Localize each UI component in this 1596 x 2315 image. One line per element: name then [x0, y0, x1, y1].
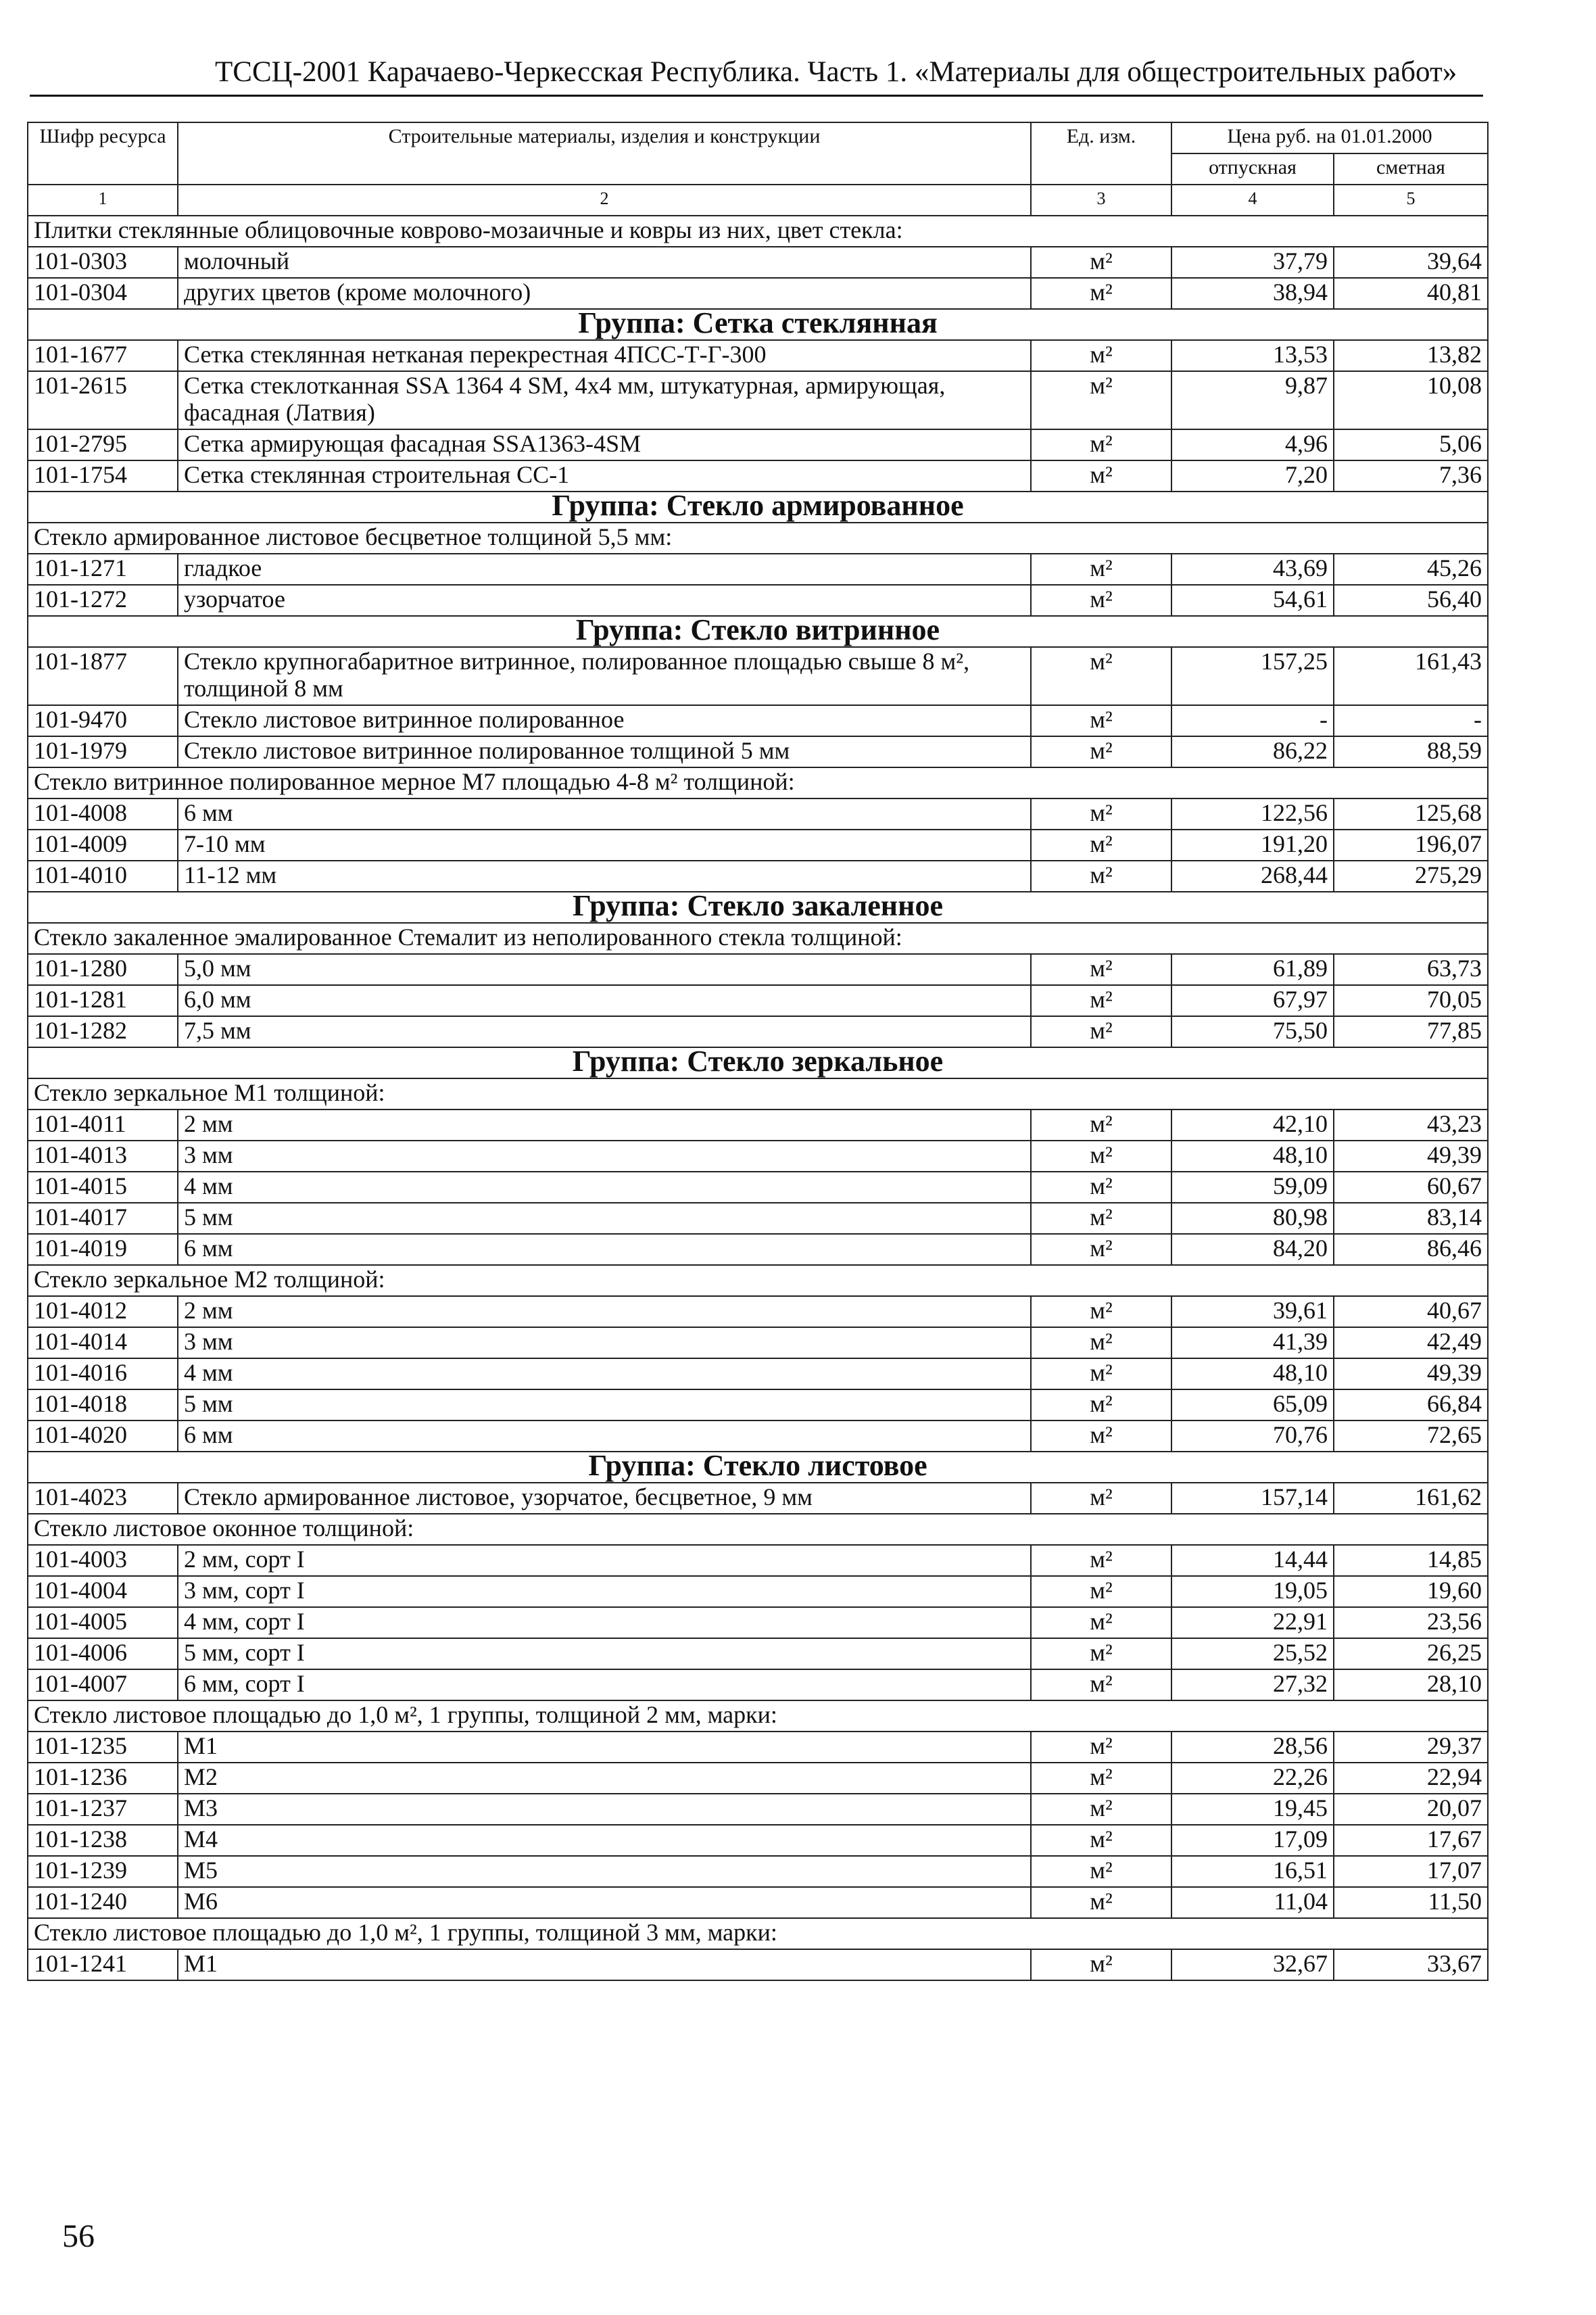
- estimate-price: 39,64: [1334, 247, 1488, 278]
- table-row: [28, 1669, 1488, 1700]
- group-heading: Группа: Стекло закаленное: [28, 892, 1488, 923]
- material-name: Сетка стеклотканная SSA 1364 4 SM, 4х4 мм, штукатурная, армирующая, фасадная (Латвия): [178, 371, 1031, 429]
- material-name: 5 мм: [178, 1203, 1031, 1234]
- table-row: [28, 278, 1488, 309]
- material-name: М2: [178, 1763, 1031, 1794]
- table-row: [28, 1825, 1488, 1856]
- release-price: 43,69: [1171, 554, 1334, 585]
- estimate-price: 88,59: [1334, 736, 1488, 767]
- resource-code: 101-1238: [28, 1825, 178, 1856]
- table-row: [28, 1016, 1488, 1047]
- resource-code: 101-4013: [28, 1141, 178, 1172]
- material-name: М1: [178, 1732, 1031, 1763]
- unit-of-measure: м²: [1031, 1638, 1171, 1669]
- group-heading: Группа: Стекло листовое: [28, 1452, 1488, 1483]
- unit-of-measure: м²: [1031, 1763, 1171, 1794]
- group-heading: Группа: Сетка стеклянная: [28, 309, 1488, 340]
- release-price: 19,05: [1171, 1576, 1334, 1607]
- resource-code: 101-4010: [28, 861, 178, 892]
- unit-of-measure: м²: [1031, 647, 1171, 705]
- material-name: 6 мм: [178, 1421, 1031, 1452]
- material-name: 6 мм: [178, 798, 1031, 830]
- release-price: 38,94: [1171, 278, 1334, 309]
- subheading-text: Стекло листовое площадью до 1,0 м², 1 группы, толщиной 2 мм, марки:: [28, 1700, 1488, 1732]
- release-price: 59,09: [1171, 1172, 1334, 1203]
- unit-of-measure: м²: [1031, 554, 1171, 585]
- resource-code: 101-1281: [28, 985, 178, 1016]
- unit-of-measure: м²: [1031, 429, 1171, 460]
- table-row: [28, 460, 1488, 492]
- table-row: [28, 1296, 1488, 1327]
- estimate-price: 14,85: [1334, 1545, 1488, 1576]
- table-row: [28, 1203, 1488, 1234]
- subheading-text: Стекло листовое площадью до 1,0 м², 1 группы, толщиной 3 мм, марки:: [28, 1918, 1488, 1949]
- subheading-row: [28, 767, 1488, 798]
- unit-of-measure: м²: [1031, 585, 1171, 616]
- table-row: [28, 830, 1488, 861]
- unit-of-measure: м²: [1031, 705, 1171, 736]
- unit-of-measure: м²: [1031, 1296, 1171, 1327]
- table-row: [28, 1638, 1488, 1669]
- resource-code: 101-1240: [28, 1887, 178, 1918]
- resource-code: 101-1271: [28, 554, 178, 585]
- table-row: [28, 736, 1488, 767]
- subheading-text: Плитки стеклянные облицовочные коврово-мозаичные и ковры из них, цвет стекла:: [28, 216, 1488, 247]
- estimate-price: 40,67: [1334, 1296, 1488, 1327]
- table-row: [28, 340, 1488, 371]
- unit-of-measure: м²: [1031, 247, 1171, 278]
- material-name: 3 мм, сорт I: [178, 1576, 1031, 1607]
- unit-of-measure: м²: [1031, 861, 1171, 892]
- estimate-price: 66,84: [1334, 1389, 1488, 1421]
- material-name: 7,5 мм: [178, 1016, 1031, 1047]
- release-price: 13,53: [1171, 340, 1334, 371]
- estimate-price: 196,07: [1334, 830, 1488, 861]
- table-row: [28, 1732, 1488, 1763]
- table-row: [28, 1794, 1488, 1825]
- resource-code: 101-4006: [28, 1638, 178, 1669]
- material-name: Стекло крупногабаритное витринное, полированное площадью свыше 8 м², толщиной 8 мм: [178, 647, 1031, 705]
- header-rule: [30, 95, 1483, 97]
- table-row: [28, 429, 1488, 460]
- resource-code: 101-1979: [28, 736, 178, 767]
- column-header-price-group: Цена руб. на 01.01.2000: [1171, 122, 1488, 153]
- resource-code: 101-4020: [28, 1421, 178, 1452]
- resource-code: 101-4007: [28, 1669, 178, 1700]
- table-row: [28, 247, 1488, 278]
- table-row: [28, 954, 1488, 985]
- release-price: 48,10: [1171, 1141, 1334, 1172]
- material-name: 6 мм: [178, 1234, 1031, 1265]
- resource-code: 101-1237: [28, 1794, 178, 1825]
- material-name: Сетка стеклянная строительная СС-1: [178, 460, 1031, 492]
- material-name: М5: [178, 1856, 1031, 1887]
- table-row: [28, 1545, 1488, 1576]
- column-number-5: 5: [1334, 185, 1488, 216]
- estimate-price: 22,94: [1334, 1763, 1488, 1794]
- material-name: 2 мм, сорт I: [178, 1545, 1031, 1576]
- estimate-price: 26,25: [1334, 1638, 1488, 1669]
- column-header-release-price: отпускная: [1171, 153, 1334, 185]
- estimate-price: 70,05: [1334, 985, 1488, 1016]
- release-price: 17,09: [1171, 1825, 1334, 1856]
- material-name: 2 мм: [178, 1296, 1031, 1327]
- resource-code: 101-4018: [28, 1389, 178, 1421]
- release-price: 16,51: [1171, 1856, 1334, 1887]
- resource-code: 101-4012: [28, 1296, 178, 1327]
- resource-code: 101-4023: [28, 1483, 178, 1514]
- release-price: 4,96: [1171, 429, 1334, 460]
- table-row: [28, 985, 1488, 1016]
- material-name: Стекло армированное листовое, узорчатое, бесцветное, 9 мм: [178, 1483, 1031, 1514]
- resource-code: 101-1677: [28, 340, 178, 371]
- table-row: [28, 1763, 1488, 1794]
- release-price: 67,97: [1171, 985, 1334, 1016]
- subheading-text: Стекло зеркальное М1 толщиной:: [28, 1078, 1488, 1109]
- table-row: [28, 861, 1488, 892]
- material-name: Сетка армирующая фасадная SSA1363-4SM: [178, 429, 1031, 460]
- group-heading: Группа: Стекло зеркальное: [28, 1047, 1488, 1078]
- group-heading: Группа: Стекло армированное: [28, 492, 1488, 523]
- unit-of-measure: м²: [1031, 1607, 1171, 1638]
- unit-of-measure: м²: [1031, 1421, 1171, 1452]
- column-header-estimate-price: сметная: [1334, 153, 1488, 185]
- material-name: 2 мм: [178, 1109, 1031, 1141]
- column-header-unit: Ед. изм.: [1031, 122, 1171, 185]
- table-row: [28, 554, 1488, 585]
- subheading-text: Стекло витринное полированное мерное М7 площадью 4-8 м² толщиной:: [28, 767, 1488, 798]
- estimate-price: 275,29: [1334, 861, 1488, 892]
- release-price: 268,44: [1171, 861, 1334, 892]
- resource-code: 101-0303: [28, 247, 178, 278]
- table-row: [28, 1856, 1488, 1887]
- material-name: других цветов (кроме молочного): [178, 278, 1031, 309]
- resource-code: 101-9470: [28, 705, 178, 736]
- table-header: [28, 122, 1488, 216]
- unit-of-measure: м²: [1031, 1358, 1171, 1389]
- subheading-text: Стекло зеркальное М2 толщиной:: [28, 1265, 1488, 1296]
- table-row: [28, 1483, 1488, 1514]
- unit-of-measure: м²: [1031, 1234, 1171, 1265]
- release-price: 84,20: [1171, 1234, 1334, 1265]
- column-header-code: Шифр ресурса: [28, 122, 178, 185]
- subheading-text: Стекло закаленное эмалированное Стемалит из неполированного стекла толщиной:: [28, 923, 1488, 954]
- unit-of-measure: м²: [1031, 1327, 1171, 1358]
- resource-code: 101-4019: [28, 1234, 178, 1265]
- estimate-price: 5,06: [1334, 429, 1488, 460]
- resource-code: 101-1241: [28, 1949, 178, 1980]
- subheading-text: Стекло армированное листовое бесцветное толщиной 5,5 мм:: [28, 523, 1488, 554]
- estimate-price: 63,73: [1334, 954, 1488, 985]
- resource-code: 101-1754: [28, 460, 178, 492]
- table-row: [28, 1109, 1488, 1141]
- table-row: [28, 798, 1488, 830]
- release-price: 86,22: [1171, 736, 1334, 767]
- material-name: узорчатое: [178, 585, 1031, 616]
- release-price: 28,56: [1171, 1732, 1334, 1763]
- group-row: [28, 892, 1488, 923]
- unit-of-measure: м²: [1031, 1732, 1171, 1763]
- page-number: 56: [62, 2218, 95, 2254]
- table-row: [28, 1887, 1488, 1918]
- material-name: 5,0 мм: [178, 954, 1031, 985]
- resource-code: 101-1282: [28, 1016, 178, 1047]
- estimate-price: 40,81: [1334, 278, 1488, 309]
- estimate-price: 60,67: [1334, 1172, 1488, 1203]
- material-name: М6: [178, 1887, 1031, 1918]
- estimate-price: 77,85: [1334, 1016, 1488, 1047]
- material-name: М4: [178, 1825, 1031, 1856]
- subheading-row: [28, 1078, 1488, 1109]
- table-row: [28, 1949, 1488, 1980]
- release-price: 80,98: [1171, 1203, 1334, 1234]
- estimate-price: 19,60: [1334, 1576, 1488, 1607]
- estimate-price: 42,49: [1334, 1327, 1488, 1358]
- resource-code: 101-4017: [28, 1203, 178, 1234]
- unit-of-measure: м²: [1031, 1794, 1171, 1825]
- release-price: 61,89: [1171, 954, 1334, 985]
- group-row: [28, 1452, 1488, 1483]
- unit-of-measure: м²: [1031, 1669, 1171, 1700]
- release-price: 122,56: [1171, 798, 1334, 830]
- resource-code: 101-0304: [28, 278, 178, 309]
- table-row: [28, 585, 1488, 616]
- material-name: молочный: [178, 247, 1031, 278]
- estimate-price: 13,82: [1334, 340, 1488, 371]
- resource-code: 101-4003: [28, 1545, 178, 1576]
- estimate-price: 10,08: [1334, 371, 1488, 429]
- estimate-price: 83,14: [1334, 1203, 1488, 1234]
- release-price: 157,25: [1171, 647, 1334, 705]
- release-price: 39,61: [1171, 1296, 1334, 1327]
- material-name: 5 мм: [178, 1389, 1031, 1421]
- material-name: 6 мм, сорт I: [178, 1669, 1031, 1700]
- table-row: [28, 1389, 1488, 1421]
- unit-of-measure: м²: [1031, 830, 1171, 861]
- column-number-4: 4: [1171, 185, 1334, 216]
- table-row: [28, 1358, 1488, 1389]
- resource-code: 101-4008: [28, 798, 178, 830]
- release-price: 14,44: [1171, 1545, 1334, 1576]
- material-name: 4 мм: [178, 1172, 1031, 1203]
- estimate-price: 56,40: [1334, 585, 1488, 616]
- subheading-row: [28, 923, 1488, 954]
- release-price: 65,09: [1171, 1389, 1334, 1421]
- unit-of-measure: м²: [1031, 1949, 1171, 1980]
- table-body: [28, 216, 1488, 1980]
- column-number-2: 2: [178, 185, 1031, 216]
- estimate-price: 161,43: [1334, 647, 1488, 705]
- resource-code: 101-2795: [28, 429, 178, 460]
- table-row: [28, 1327, 1488, 1358]
- unit-of-measure: м²: [1031, 985, 1171, 1016]
- estimate-price: 29,37: [1334, 1732, 1488, 1763]
- estimate-price: 28,10: [1334, 1669, 1488, 1700]
- estimate-price: 17,67: [1334, 1825, 1488, 1856]
- resource-code: 101-1236: [28, 1763, 178, 1794]
- material-name: 3 мм: [178, 1327, 1031, 1358]
- material-name: 5 мм, сорт I: [178, 1638, 1031, 1669]
- unit-of-measure: м²: [1031, 340, 1171, 371]
- page-header-title: ТССЦ-2001 Карачаево-Черкесская Республика. Часть 1. «Материалы для общестроительных работ»: [215, 56, 1457, 88]
- estimate-price: 20,07: [1334, 1794, 1488, 1825]
- resource-code: 101-4011: [28, 1109, 178, 1141]
- material-name: М1: [178, 1949, 1031, 1980]
- release-price: 22,91: [1171, 1607, 1334, 1638]
- unit-of-measure: м²: [1031, 736, 1171, 767]
- material-name: 3 мм: [178, 1141, 1031, 1172]
- group-row: [28, 616, 1488, 647]
- resource-code: 101-4015: [28, 1172, 178, 1203]
- unit-of-measure: м²: [1031, 460, 1171, 492]
- group-row: [28, 309, 1488, 340]
- unit-of-measure: м²: [1031, 1109, 1171, 1141]
- unit-of-measure: м²: [1031, 371, 1171, 429]
- resource-code: 101-1280: [28, 954, 178, 985]
- material-name: Стекло листовое витринное полированное: [178, 705, 1031, 736]
- table-row: [28, 705, 1488, 736]
- release-price: 75,50: [1171, 1016, 1334, 1047]
- table-row: [28, 1141, 1488, 1172]
- subheading-text: Стекло листовое оконное толщиной:: [28, 1514, 1488, 1545]
- resource-code: 101-4016: [28, 1358, 178, 1389]
- release-price: 48,10: [1171, 1358, 1334, 1389]
- estimate-price: 125,68: [1334, 798, 1488, 830]
- material-name: 11-12 мм: [178, 861, 1031, 892]
- release-price: 54,61: [1171, 585, 1334, 616]
- table-row: [28, 1172, 1488, 1203]
- table-row: [28, 371, 1488, 429]
- material-name: 6,0 мм: [178, 985, 1031, 1016]
- estimate-price: 161,62: [1334, 1483, 1488, 1514]
- release-price: 191,20: [1171, 830, 1334, 861]
- material-name: М3: [178, 1794, 1031, 1825]
- release-price: 22,26: [1171, 1763, 1334, 1794]
- resource-code: 101-4009: [28, 830, 178, 861]
- subheading-row: [28, 1265, 1488, 1296]
- resource-code: 101-1272: [28, 585, 178, 616]
- estimate-price: 45,26: [1334, 554, 1488, 585]
- unit-of-measure: м²: [1031, 1576, 1171, 1607]
- material-name: Стекло листовое витринное полированное толщиной 5 мм: [178, 736, 1031, 767]
- unit-of-measure: м²: [1031, 798, 1171, 830]
- group-row: [28, 1047, 1488, 1078]
- unit-of-measure: м²: [1031, 1887, 1171, 1918]
- release-price: 32,67: [1171, 1949, 1334, 1980]
- unit-of-measure: м²: [1031, 278, 1171, 309]
- estimate-price: 49,39: [1334, 1358, 1488, 1389]
- estimate-price: 17,07: [1334, 1856, 1488, 1887]
- material-name: 4 мм, сорт I: [178, 1607, 1031, 1638]
- unit-of-measure: м²: [1031, 1203, 1171, 1234]
- column-header-name: Строительные материалы, изделия и конструкции: [178, 122, 1031, 185]
- material-name: гладкое: [178, 554, 1031, 585]
- release-price: 42,10: [1171, 1109, 1334, 1141]
- estimate-price: 49,39: [1334, 1141, 1488, 1172]
- table-row: [28, 1421, 1488, 1452]
- release-price: 9,87: [1171, 371, 1334, 429]
- table-row: [28, 1576, 1488, 1607]
- resource-code: 101-1239: [28, 1856, 178, 1887]
- materials-price-table: [27, 122, 1489, 1981]
- resource-code: 101-4004: [28, 1576, 178, 1607]
- unit-of-measure: м²: [1031, 1172, 1171, 1203]
- unit-of-measure: м²: [1031, 1483, 1171, 1514]
- unit-of-measure: м²: [1031, 1856, 1171, 1887]
- release-price: 157,14: [1171, 1483, 1334, 1514]
- resource-code: 101-2615: [28, 371, 178, 429]
- material-name: 7-10 мм: [178, 830, 1031, 861]
- table-row: [28, 1607, 1488, 1638]
- release-price: 37,79: [1171, 247, 1334, 278]
- estimate-price: 33,67: [1334, 1949, 1488, 1980]
- subheading-row: [28, 1700, 1488, 1732]
- subheading-row: [28, 216, 1488, 247]
- resource-code: 101-4005: [28, 1607, 178, 1638]
- column-number-1: 1: [28, 185, 178, 216]
- subheading-row: [28, 1514, 1488, 1545]
- unit-of-measure: м²: [1031, 954, 1171, 985]
- resource-code: 101-4014: [28, 1327, 178, 1358]
- release-price: -: [1171, 705, 1334, 736]
- subheading-row: [28, 1918, 1488, 1949]
- unit-of-measure: м²: [1031, 1545, 1171, 1576]
- unit-of-measure: м²: [1031, 1141, 1171, 1172]
- unit-of-measure: м²: [1031, 1825, 1171, 1856]
- release-price: 19,45: [1171, 1794, 1334, 1825]
- subheading-row: [28, 523, 1488, 554]
- material-name: 4 мм: [178, 1358, 1031, 1389]
- resource-code: 101-1877: [28, 647, 178, 705]
- unit-of-measure: м²: [1031, 1389, 1171, 1421]
- estimate-price: 72,65: [1334, 1421, 1488, 1452]
- estimate-price: 43,23: [1334, 1109, 1488, 1141]
- release-price: 7,20: [1171, 460, 1334, 492]
- release-price: 27,32: [1171, 1669, 1334, 1700]
- estimate-price: 86,46: [1334, 1234, 1488, 1265]
- group-row: [28, 492, 1488, 523]
- estimate-price: 23,56: [1334, 1607, 1488, 1638]
- release-price: 11,04: [1171, 1887, 1334, 1918]
- material-name: Сетка стеклянная нетканая перекрестная 4ПСС-Т-Г-300: [178, 340, 1031, 371]
- resource-code: 101-1235: [28, 1732, 178, 1763]
- table-row: [28, 647, 1488, 705]
- column-number-3: 3: [1031, 185, 1171, 216]
- release-price: 25,52: [1171, 1638, 1334, 1669]
- table-row: [28, 1234, 1488, 1265]
- release-price: 70,76: [1171, 1421, 1334, 1452]
- release-price: 41,39: [1171, 1327, 1334, 1358]
- group-heading: Группа: Стекло витринное: [28, 616, 1488, 647]
- estimate-price: 7,36: [1334, 460, 1488, 492]
- estimate-price: 11,50: [1334, 1887, 1488, 1918]
- unit-of-measure: м²: [1031, 1016, 1171, 1047]
- estimate-price: -: [1334, 705, 1488, 736]
